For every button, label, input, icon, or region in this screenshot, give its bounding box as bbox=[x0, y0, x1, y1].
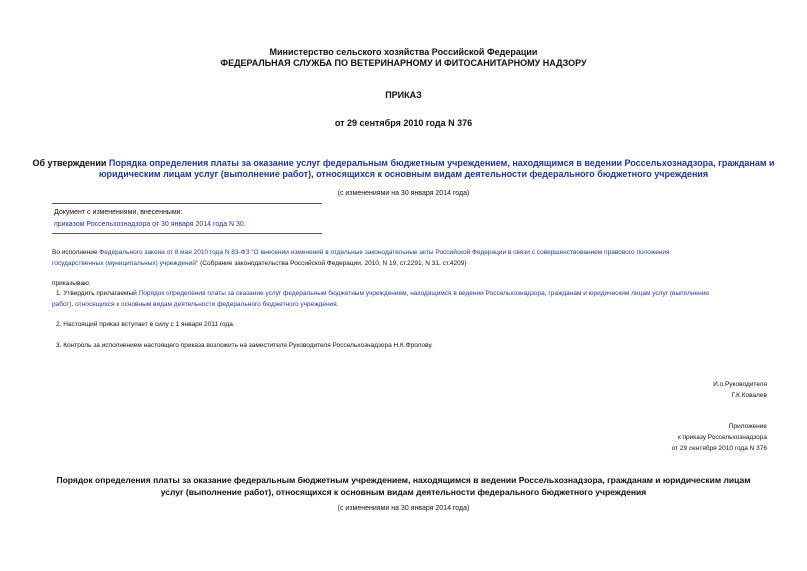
title-order-link-cont[interactable]: юридическим лицам услуг (выполнение работ), относящихся к основным видам деятельности федерального бюджетного учреждения bbox=[98, 169, 709, 179]
appendix-date: от 29 сентября 2010 года N 376 bbox=[671, 445, 767, 452]
appendix-procedure-link-cont[interactable]: работ), относящихся к основным видам деятельности федерального бюджетного учреждения. bbox=[52, 301, 339, 308]
preamble-line-1 bbox=[52, 249, 768, 256]
appendix-procedure-link[interactable]: Порядок определения платы за оказание услуг федеральным бюджетным учреждением, находящимся в ведении Россельхознадзора, гражданам и юридическим лицам услуг (выполнение bbox=[138, 290, 709, 297]
appendix-label: Приложение bbox=[728, 423, 767, 430]
signature-position: И.о.Руководителя bbox=[713, 381, 767, 388]
document-date-number: от 29 сентября 2010 года N 376 bbox=[334, 118, 473, 128]
item-1-line-1 bbox=[56, 290, 768, 297]
changes-top-rule bbox=[52, 203, 322, 204]
preamble-intro: Во исполнение bbox=[52, 249, 100, 256]
title-line-2 bbox=[0, 169, 807, 179]
item-3: 3. Контроль за исполнением настоящего приказа возложить на заместителя Руководителя Россельхознадзора Н.К.Фролову. bbox=[56, 342, 433, 349]
preamble-line-2 bbox=[52, 260, 768, 267]
service-name: ФЕДЕРАЛЬНАЯ СЛУЖБА ПО ВЕТЕРИНАРНОМУ И ФИТОСАНИТАРНОМУ НАДЗОРУ bbox=[220, 58, 587, 68]
revision-note: (с изменениями на 30 января 2014 года) bbox=[337, 190, 470, 197]
item-2: 2. Настоящий приказ вступает в силу с 1 января 2011 года. bbox=[56, 321, 235, 328]
appendix-revision-note: (с изменениями на 30 января 2014 года) bbox=[337, 505, 470, 512]
signature-name: Г.К.Ковалев bbox=[731, 392, 767, 399]
title-line-1 bbox=[0, 158, 807, 168]
preamble-source: (Собрание законодательства Российской Федерации, 2010, N 19, ст.2291, N 31, ст.4209) bbox=[198, 260, 467, 267]
appendix-title-line-2: услуг (выполнение работ), относящихся к основным видам деятельности федерального бюджетного учреждения bbox=[160, 487, 647, 497]
federal-law-link-cont[interactable]: государственных (муниципальных) учреждений" bbox=[52, 260, 199, 267]
changes-link[interactable]: приказом Россельхознадзора от 30 января 2014 года N 30. bbox=[54, 221, 246, 228]
ministry-name: Министерство сельского хозяйства Российской Федерации bbox=[269, 47, 538, 57]
title-prefix: Об утверждении bbox=[32, 158, 109, 168]
item-1-line-2 bbox=[52, 301, 768, 308]
appendix-title-line-1: Порядок определения платы за оказание федеральным бюджетным учреждением, находящимся в ведении Россельхознадзора, гражданам и юридическим лицам bbox=[56, 475, 751, 485]
changes-bottom-rule bbox=[52, 233, 322, 234]
order-word: приказываю: bbox=[52, 280, 91, 287]
title-order-link[interactable]: Порядка определения платы за оказание услуг федеральным бюджетным учреждением, находящимся в ведении Россельхознадзора, гражданам и bbox=[108, 158, 775, 168]
changes-label: Документ с изменениями, внесенными: bbox=[54, 209, 183, 216]
document-type: ПРИКАЗ bbox=[385, 90, 422, 100]
federal-law-link[interactable]: Федерального закона от 8 мая 2010 года N 83-ФЗ "О внесении изменений в отдельные законодательные акты Российской Федерации в связи с совершенствованием правового положения bbox=[99, 249, 670, 256]
item-1-prefix: 1. Утвердить прилагаемый bbox=[56, 290, 139, 297]
appendix-to-order: к приказу Россельхознадзора bbox=[677, 434, 767, 441]
